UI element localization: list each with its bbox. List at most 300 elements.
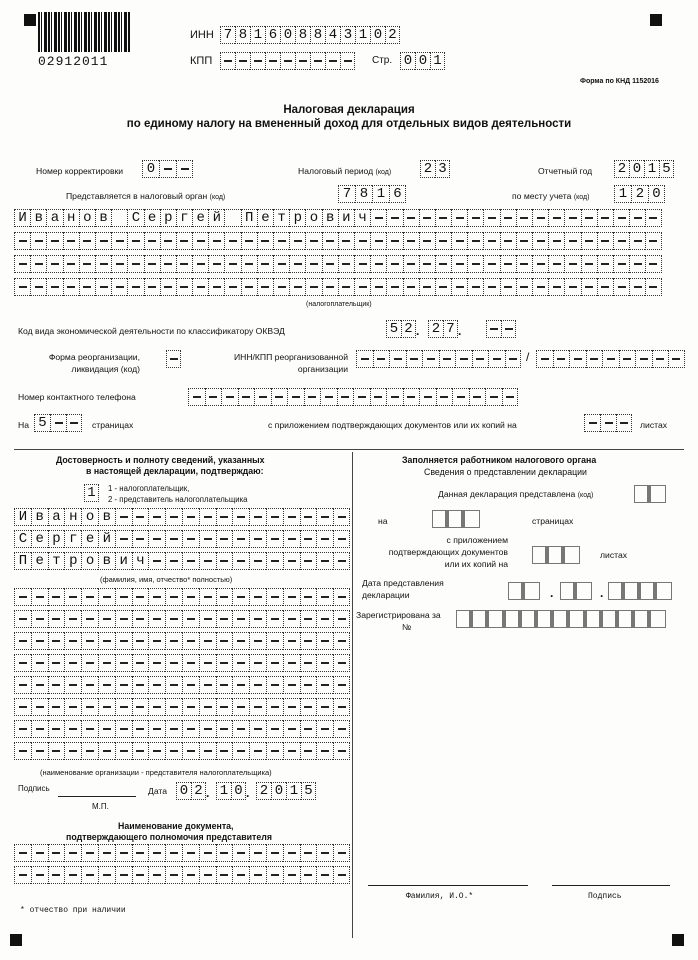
cell[interactable] <box>581 232 597 250</box>
page-cells[interactable] <box>400 52 445 70</box>
cell[interactable] <box>283 632 300 650</box>
cell[interactable] <box>266 720 283 738</box>
cell[interactable]: 1 <box>355 26 370 44</box>
cell[interactable]: в <box>98 552 115 570</box>
cell[interactable] <box>645 209 661 227</box>
cell[interactable] <box>182 866 199 884</box>
cell[interactable] <box>650 485 666 503</box>
cell[interactable] <box>182 530 199 548</box>
cell[interactable] <box>373 350 390 368</box>
cell[interactable] <box>132 508 149 526</box>
cell[interactable] <box>597 232 613 250</box>
cell[interactable] <box>31 632 48 650</box>
cell[interactable] <box>629 232 645 250</box>
correction-cells[interactable] <box>142 160 193 178</box>
cell[interactable] <box>283 676 300 694</box>
cell[interactable] <box>224 209 240 227</box>
cell[interactable] <box>305 278 321 296</box>
cell[interactable] <box>439 350 456 368</box>
cell[interactable] <box>79 232 95 250</box>
cell[interactable] <box>273 278 289 296</box>
cell[interactable]: С <box>14 530 31 548</box>
cell[interactable]: т <box>48 552 65 570</box>
cell[interactable] <box>485 388 502 406</box>
cell[interactable] <box>516 232 532 250</box>
cell[interactable]: 5 <box>659 160 674 178</box>
cell[interactable]: 1 <box>372 185 389 203</box>
org-name-row-7[interactable] <box>14 720 350 738</box>
cell[interactable] <box>98 632 115 650</box>
cell[interactable] <box>232 742 249 760</box>
cell[interactable] <box>31 654 48 672</box>
cell[interactable] <box>66 414 82 432</box>
cell[interactable] <box>452 388 469 406</box>
cell[interactable]: 3 <box>435 160 450 178</box>
cell[interactable] <box>14 232 30 250</box>
cell[interactable] <box>333 866 350 884</box>
cell[interactable] <box>488 350 505 368</box>
cell[interactable] <box>257 232 273 250</box>
cell[interactable] <box>283 844 300 862</box>
cell[interactable]: в <box>322 209 338 227</box>
cell[interactable] <box>81 588 98 606</box>
cell[interactable]: 5 <box>34 414 50 432</box>
cell[interactable] <box>548 546 564 564</box>
cell[interactable] <box>165 508 182 526</box>
cell[interactable] <box>224 232 240 250</box>
cell[interactable] <box>48 632 65 650</box>
cell[interactable] <box>216 552 233 570</box>
cell[interactable] <box>199 588 216 606</box>
cell[interactable] <box>289 232 305 250</box>
cell[interactable] <box>31 742 48 760</box>
cell[interactable] <box>176 160 193 178</box>
cell[interactable] <box>266 508 283 526</box>
reorg-form-cell[interactable] <box>166 350 181 368</box>
cell[interactable]: 6 <box>389 185 406 203</box>
date-day-cells[interactable] <box>176 782 206 800</box>
submitted-code-cells[interactable] <box>634 485 666 503</box>
cell[interactable] <box>629 278 645 296</box>
cell[interactable] <box>115 742 132 760</box>
cell[interactable]: П <box>14 552 31 570</box>
cell[interactable] <box>266 866 283 884</box>
cell[interactable] <box>14 742 31 760</box>
cell[interactable] <box>584 414 600 432</box>
cell[interactable] <box>613 232 629 250</box>
cell[interactable] <box>148 530 165 548</box>
cell[interactable] <box>165 676 182 694</box>
cell[interactable] <box>199 844 216 862</box>
cell[interactable] <box>160 278 176 296</box>
cell[interactable] <box>64 676 81 694</box>
cell[interactable]: в <box>95 209 111 227</box>
cell[interactable] <box>14 844 31 862</box>
cell[interactable] <box>30 278 46 296</box>
right-pages-cells[interactable] <box>432 510 480 528</box>
cell[interactable] <box>148 632 165 650</box>
attach-cells[interactable] <box>584 414 632 432</box>
cell[interactable] <box>165 530 182 548</box>
place-cells[interactable] <box>614 185 665 203</box>
doc-row-2[interactable] <box>14 866 350 884</box>
cell[interactable] <box>451 209 467 227</box>
cell[interactable]: 0 <box>415 52 430 70</box>
cell[interactable] <box>635 350 652 368</box>
cell[interactable] <box>199 742 216 760</box>
cell[interactable] <box>266 844 283 862</box>
cell[interactable]: о <box>305 209 321 227</box>
cell[interactable] <box>564 232 580 250</box>
cell[interactable] <box>31 720 48 738</box>
cell[interactable] <box>419 278 435 296</box>
cell[interactable]: т <box>273 209 289 227</box>
cell[interactable] <box>199 610 216 628</box>
cell[interactable] <box>486 320 501 338</box>
cell[interactable] <box>483 209 499 227</box>
cell[interactable] <box>232 632 249 650</box>
cell[interactable] <box>403 255 419 273</box>
cell[interactable] <box>333 844 350 862</box>
cell[interactable] <box>488 610 504 628</box>
cell[interactable] <box>419 232 435 250</box>
cell[interactable] <box>64 698 81 716</box>
cell[interactable] <box>14 255 30 273</box>
cell[interactable] <box>115 676 132 694</box>
cell[interactable] <box>148 508 165 526</box>
cell[interactable] <box>249 866 266 884</box>
cell[interactable] <box>64 720 81 738</box>
cell[interactable] <box>111 232 127 250</box>
cell[interactable] <box>524 582 540 600</box>
cell[interactable]: 0 <box>629 160 644 178</box>
cell[interactable] <box>98 676 115 694</box>
cell[interactable] <box>370 278 386 296</box>
cell[interactable] <box>182 844 199 862</box>
cell[interactable] <box>386 388 403 406</box>
cell[interactable] <box>182 632 199 650</box>
cell[interactable] <box>316 698 333 716</box>
cell[interactable] <box>165 654 182 672</box>
cell[interactable] <box>46 278 62 296</box>
cell[interactable] <box>472 610 488 628</box>
reorg-kpp-cells[interactable] <box>536 350 685 368</box>
cell[interactable] <box>216 654 233 672</box>
cell[interactable] <box>249 698 266 716</box>
cell[interactable] <box>81 844 98 862</box>
cell[interactable] <box>241 278 257 296</box>
cell[interactable] <box>257 255 273 273</box>
cell[interactable] <box>403 232 419 250</box>
cell[interactable] <box>148 654 165 672</box>
date-month-cells[interactable] <box>216 782 246 800</box>
cell[interactable] <box>132 866 149 884</box>
doc-row-1[interactable] <box>14 844 350 862</box>
cell[interactable] <box>81 698 98 716</box>
cell[interactable] <box>176 232 192 250</box>
cell[interactable] <box>132 676 149 694</box>
phone-cells[interactable] <box>188 388 518 406</box>
cell[interactable] <box>216 844 233 862</box>
cell[interactable]: 1 <box>216 782 231 800</box>
cell[interactable] <box>166 350 181 368</box>
cell[interactable] <box>283 866 300 884</box>
cell[interactable] <box>232 654 249 672</box>
cell[interactable] <box>483 278 499 296</box>
cell[interactable] <box>63 278 79 296</box>
cell[interactable] <box>216 720 233 738</box>
cell[interactable] <box>249 844 266 862</box>
cell[interactable] <box>289 255 305 273</box>
cell[interactable]: е <box>31 530 48 548</box>
cell[interactable] <box>148 720 165 738</box>
cell[interactable] <box>238 388 255 406</box>
cell[interactable] <box>148 844 165 862</box>
cell[interactable] <box>95 278 111 296</box>
cell[interactable] <box>537 610 553 628</box>
cell[interactable] <box>48 720 65 738</box>
cell[interactable] <box>216 610 233 628</box>
cell[interactable] <box>564 209 580 227</box>
cell[interactable] <box>586 610 602 628</box>
cell[interactable]: и <box>338 209 354 227</box>
org-name-row-4[interactable] <box>14 654 350 672</box>
cell[interactable] <box>618 610 634 628</box>
cell[interactable] <box>316 508 333 526</box>
cell[interactable] <box>483 232 499 250</box>
cell[interactable] <box>165 866 182 884</box>
cell[interactable] <box>199 720 216 738</box>
cell[interactable] <box>132 720 149 738</box>
cell[interactable]: С <box>127 209 143 227</box>
cell[interactable] <box>295 52 310 70</box>
cell[interactable] <box>127 255 143 273</box>
cell[interactable]: 2 <box>256 782 271 800</box>
cell[interactable] <box>182 676 199 694</box>
cell[interactable] <box>115 844 132 862</box>
cell[interactable] <box>115 720 132 738</box>
cell[interactable] <box>403 278 419 296</box>
org-name-row-6[interactable] <box>14 698 350 716</box>
cell[interactable] <box>64 632 81 650</box>
cell[interactable] <box>64 654 81 672</box>
cell[interactable] <box>333 508 350 526</box>
cell[interactable] <box>98 866 115 884</box>
cell[interactable] <box>516 255 532 273</box>
cell[interactable] <box>532 255 548 273</box>
org-name-row-3[interactable] <box>14 632 350 650</box>
cell[interactable] <box>624 582 640 600</box>
cell[interactable] <box>266 530 283 548</box>
tax-period-cells[interactable] <box>420 160 450 178</box>
cell[interactable] <box>300 698 317 716</box>
cell[interactable] <box>354 278 370 296</box>
okved-part-2[interactable] <box>428 320 458 338</box>
cell[interactable] <box>98 610 115 628</box>
cell[interactable] <box>316 720 333 738</box>
cell[interactable] <box>81 676 98 694</box>
cell[interactable]: р <box>289 209 305 227</box>
cell[interactable] <box>98 742 115 760</box>
cell[interactable] <box>216 530 233 548</box>
cell[interactable] <box>31 866 48 884</box>
cell[interactable]: 1 <box>250 26 265 44</box>
cell[interactable] <box>501 320 516 338</box>
cell[interactable] <box>386 209 402 227</box>
cell[interactable] <box>111 209 127 227</box>
cell[interactable] <box>320 388 337 406</box>
cell[interactable] <box>182 742 199 760</box>
cell[interactable] <box>81 610 98 628</box>
cell[interactable] <box>283 530 300 548</box>
cell[interactable] <box>182 654 199 672</box>
cell[interactable] <box>316 866 333 884</box>
cell[interactable] <box>553 610 569 628</box>
cell[interactable] <box>597 209 613 227</box>
cell[interactable] <box>241 255 257 273</box>
cell[interactable] <box>115 508 132 526</box>
cell[interactable] <box>333 676 350 694</box>
cell[interactable] <box>249 610 266 628</box>
cell[interactable] <box>300 632 317 650</box>
cell[interactable]: 2 <box>401 320 416 338</box>
pages-cells[interactable] <box>34 414 82 432</box>
cell[interactable] <box>354 255 370 273</box>
cell[interactable]: й <box>98 530 115 548</box>
cell[interactable] <box>581 255 597 273</box>
cell[interactable] <box>548 232 564 250</box>
cell[interactable] <box>115 588 132 606</box>
cell[interactable] <box>48 676 65 694</box>
cell[interactable] <box>63 232 79 250</box>
cell[interactable] <box>333 654 350 672</box>
cell[interactable] <box>316 844 333 862</box>
cell[interactable] <box>127 232 143 250</box>
cell[interactable] <box>14 588 31 606</box>
cell[interactable] <box>14 654 31 672</box>
cell[interactable]: 0 <box>231 782 246 800</box>
cell[interactable] <box>30 255 46 273</box>
cell[interactable] <box>199 676 216 694</box>
cell[interactable] <box>389 350 406 368</box>
cell[interactable] <box>182 552 199 570</box>
cell[interactable] <box>46 255 62 273</box>
cell[interactable] <box>148 552 165 570</box>
cell[interactable] <box>165 552 182 570</box>
cell[interactable]: 2 <box>385 26 400 44</box>
cell[interactable] <box>602 350 619 368</box>
cell[interactable] <box>305 255 321 273</box>
cell[interactable]: 7 <box>338 185 355 203</box>
cell[interactable] <box>216 676 233 694</box>
cell[interactable]: 0 <box>271 782 286 800</box>
cell[interactable] <box>14 610 31 628</box>
cell[interactable] <box>576 582 592 600</box>
cell[interactable] <box>266 742 283 760</box>
cell[interactable] <box>79 255 95 273</box>
cell[interactable] <box>64 588 81 606</box>
org-name-row-5[interactable] <box>14 676 350 694</box>
cell[interactable] <box>532 278 548 296</box>
signer-patronymic-cells[interactable] <box>14 552 350 570</box>
cell[interactable] <box>333 698 350 716</box>
cell[interactable] <box>208 255 224 273</box>
cell[interactable] <box>266 632 283 650</box>
cell[interactable] <box>569 350 586 368</box>
cell[interactable]: 8 <box>310 26 325 44</box>
cell[interactable] <box>48 588 65 606</box>
cell[interactable] <box>148 698 165 716</box>
cell[interactable] <box>148 610 165 628</box>
cell[interactable] <box>132 632 149 650</box>
cell[interactable] <box>316 632 333 650</box>
cell[interactable] <box>467 255 483 273</box>
cell[interactable] <box>266 654 283 672</box>
cell[interactable] <box>305 232 321 250</box>
cell[interactable]: р <box>160 209 176 227</box>
cell[interactable] <box>249 632 266 650</box>
cell[interactable] <box>316 588 333 606</box>
cell[interactable] <box>333 632 350 650</box>
cell[interactable] <box>48 654 65 672</box>
cell[interactable]: 2 <box>428 320 443 338</box>
cell[interactable] <box>266 552 283 570</box>
cell[interactable] <box>111 255 127 273</box>
cell[interactable] <box>464 510 480 528</box>
cell[interactable] <box>208 232 224 250</box>
cell[interactable] <box>81 866 98 884</box>
cell[interactable] <box>273 232 289 250</box>
signer-surname-cells[interactable] <box>14 508 350 526</box>
cell[interactable] <box>645 278 661 296</box>
cell[interactable]: 8 <box>355 185 372 203</box>
cell[interactable]: в <box>30 209 46 227</box>
cell[interactable] <box>435 232 451 250</box>
cell[interactable] <box>115 866 132 884</box>
cell[interactable] <box>435 278 451 296</box>
cell[interactable] <box>283 698 300 716</box>
cell[interactable] <box>182 508 199 526</box>
cell[interactable] <box>249 742 266 760</box>
cell[interactable] <box>500 255 516 273</box>
signer-code-cell[interactable] <box>84 484 99 502</box>
cell[interactable]: 0 <box>370 26 385 44</box>
cell[interactable] <box>325 52 340 70</box>
cell[interactable]: 2 <box>631 185 648 203</box>
cell[interactable] <box>300 508 317 526</box>
cell[interactable]: е <box>257 209 273 227</box>
cell[interactable] <box>322 232 338 250</box>
right-date-month[interactable] <box>560 582 592 600</box>
cell[interactable] <box>216 866 233 884</box>
cell[interactable] <box>111 278 127 296</box>
cell[interactable]: 1 <box>430 52 445 70</box>
cell[interactable] <box>50 414 66 432</box>
cell[interactable] <box>472 350 489 368</box>
cell[interactable] <box>333 552 350 570</box>
cell[interactable]: 0 <box>176 782 191 800</box>
cell[interactable] <box>451 255 467 273</box>
cell[interactable] <box>81 632 98 650</box>
cell[interactable] <box>199 698 216 716</box>
cell[interactable] <box>220 52 235 70</box>
cell[interactable]: е <box>81 530 98 548</box>
cell[interactable] <box>532 232 548 250</box>
cell[interactable] <box>148 742 165 760</box>
cell[interactable] <box>148 676 165 694</box>
cell[interactable] <box>353 388 370 406</box>
cell[interactable] <box>30 232 46 250</box>
